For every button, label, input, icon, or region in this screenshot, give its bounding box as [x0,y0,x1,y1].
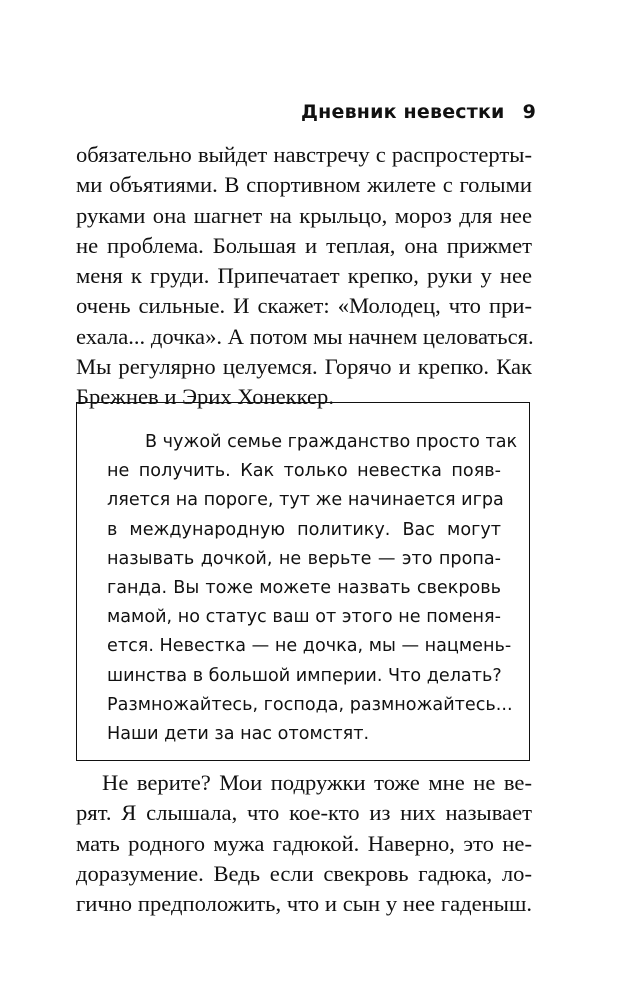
text-line: Мы регулярно целуемся. Горячо и крепко. Как [76,354,532,380]
callout-line: шинства в большой империи. Что делать? [107,665,502,686]
book-title: Дневник невестки [301,101,505,123]
text-line: не проблема. Большая и теплая, она прижмет [76,232,532,258]
callout-line: ганда. Вы тоже можете назвать свекровь [107,578,501,599]
callout-line: В чужой семье гражданство просто так [145,432,518,452]
text-line: обязательно выйдет навстречу с распростерты- [76,142,532,167]
page-number: 9 [522,101,536,123]
text-line: Не верите? Мои подружки тоже мне не ве- [102,770,532,795]
callout-box [76,402,530,761]
callout-text [107,428,518,749]
text-line: меня к груди. Припечатает крепко, руки у нее [76,263,532,289]
callout-line: Размножайтесь, господа, размножайтесь... [107,694,513,715]
text-line: доразумение. Ведь если свекровь гадюка, ло- [76,860,532,886]
callout-line: называть дочкой, не верьте — это пропа- [107,548,501,569]
callout-line: в международную политику. Вас могут [107,519,501,540]
callout-line: ется. Невестка — не дочка, мы — нацмень- [107,636,512,657]
text-line: рят. Я слышала, что кое-кто из них называет [76,800,532,826]
paragraph-top [76,140,532,413]
callout-line: ляется на пороге, тут же начинается игра [107,490,504,511]
text-line: очень сильные. И скажет: «Молодец, что при- [76,293,532,319]
text-line: руками она шагнет на крыльцо, мороз для нее [76,202,532,228]
callout-line: мамой, но статус ваш от этого не поменя- [107,607,501,628]
text-line: ми объятиями. В спортивном жилете с голыми [76,172,532,198]
text-line: гично предположить, что и сын у нее гаденыш. [76,891,532,917]
text-line: ехала... дочка». А потом мы начнем целоваться. [76,323,534,349]
paragraph-bottom [76,768,532,919]
text-line: мать родного мужа гадюкой. Наверно, это не- [76,830,532,856]
text-line: Брежнев и Эрих Хонеккер. [76,384,335,410]
running-header [300,97,536,127]
callout-line: не получить. Как только невестка появ- [107,461,501,482]
callout-line: Наши дети за нас отомстят. [107,724,370,745]
